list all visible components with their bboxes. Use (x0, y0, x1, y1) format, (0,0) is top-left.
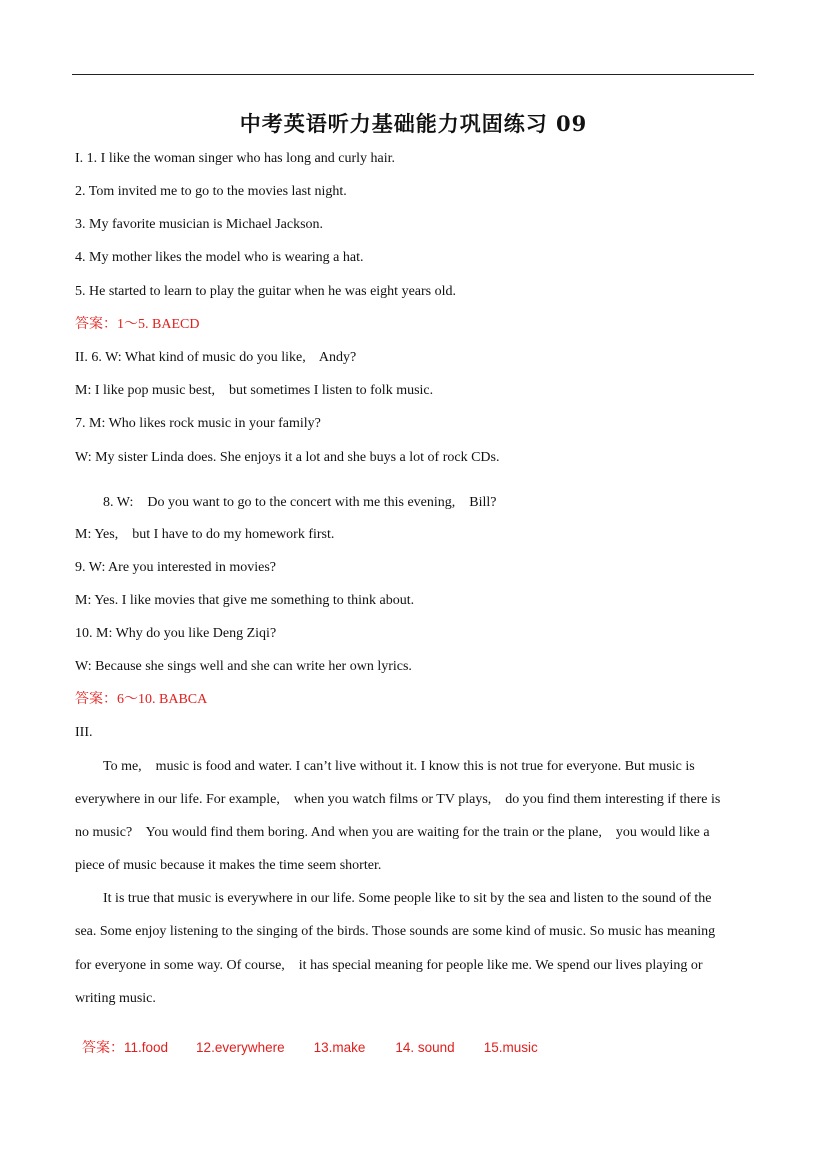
question-6-w: II. 6. W: What kind of music do you like, Andy? (75, 350, 357, 365)
question-8-w: 8. W: Do you want to go to the concert with me this evening, Bill? (103, 495, 497, 510)
answer-item: 11.food (124, 1040, 169, 1055)
passage-p1-line-3: no music? You would find them boring. And when you are waiting for the train or the plane, you would like a (75, 825, 710, 840)
answer-item: 15.music (483, 1040, 538, 1055)
passage-p1-line-2: everywhere in our life. For example, when you watch films or TV plays, do you find them interesting if there is (75, 792, 721, 807)
answer-section-2: 答案：6～10. BABCA (75, 692, 208, 707)
question-7-w: W: My sister Linda does. She enjoys it a lot and she buys a lot of rock CDs. (75, 450, 500, 465)
section-3-heading: III. (75, 725, 93, 740)
question-4: 4. My mother likes the model who is wearing a hat. (75, 250, 364, 265)
question-10-w: W: Because she sings well and she can write her own lyrics. (75, 659, 412, 674)
question-2: 2. Tom invited me to go to the movies last night. (75, 184, 347, 199)
header-rule (72, 74, 754, 75)
question-7-m: 7. M: Who likes rock music in your family? (75, 416, 321, 431)
answer-item: 12.everywhere (196, 1040, 285, 1055)
question-6-m: M: I like pop music best, but sometimes I listen to folk music. (75, 383, 434, 398)
passage-p1-line-1: To me, music is food and water. I can’t live without it. I know this is not true for everyone. But music is (103, 759, 695, 774)
passage-p2-line-3: for everyone in some way. Of course, it has special meaning for people like me. We spend our lives playing or (75, 958, 703, 973)
question-9-w: 9. W: Are you interested in movies? (75, 560, 277, 575)
question-1: I. 1. I like the woman singer who has long and curly hair. (75, 151, 395, 166)
answer-section-3 (75, 1018, 538, 1059)
answer-label: 答案： (82, 1041, 124, 1056)
question-8-m: M: Yes, but I have to do my homework first. (75, 527, 335, 542)
passage-p2-line-2: sea. Some enjoy listening to the singing of the birds. Those sounds are some kind of music. So music has meaning (75, 924, 716, 939)
answer-item: 14. sound (395, 1040, 455, 1055)
answer-item: 13.make (313, 1040, 366, 1055)
passage-p2-line-1: It is true that music is everywhere in our life. Some people like to sit by the sea and listen to the sound of the (103, 891, 712, 906)
answer-section-1: 答案：1～5. BAECD (75, 317, 200, 332)
question-9-m: M: Yes. I like movies that give me something to think about. (75, 593, 415, 608)
question-5: 5. He started to learn to play the guitar when he was eight years old. (75, 284, 456, 299)
passage-p2-line-4: writing music. (75, 991, 156, 1006)
question-3: 3. My favorite musician is Michael Jackson. (75, 217, 324, 232)
page-title: 中考英语听力基础能力巩固练习 09 (239, 111, 588, 136)
passage-p1-line-4: piece of music because it makes the time seem shorter. (75, 858, 382, 873)
question-10-m: 10. M: Why do you like Deng Ziqi? (75, 626, 277, 641)
